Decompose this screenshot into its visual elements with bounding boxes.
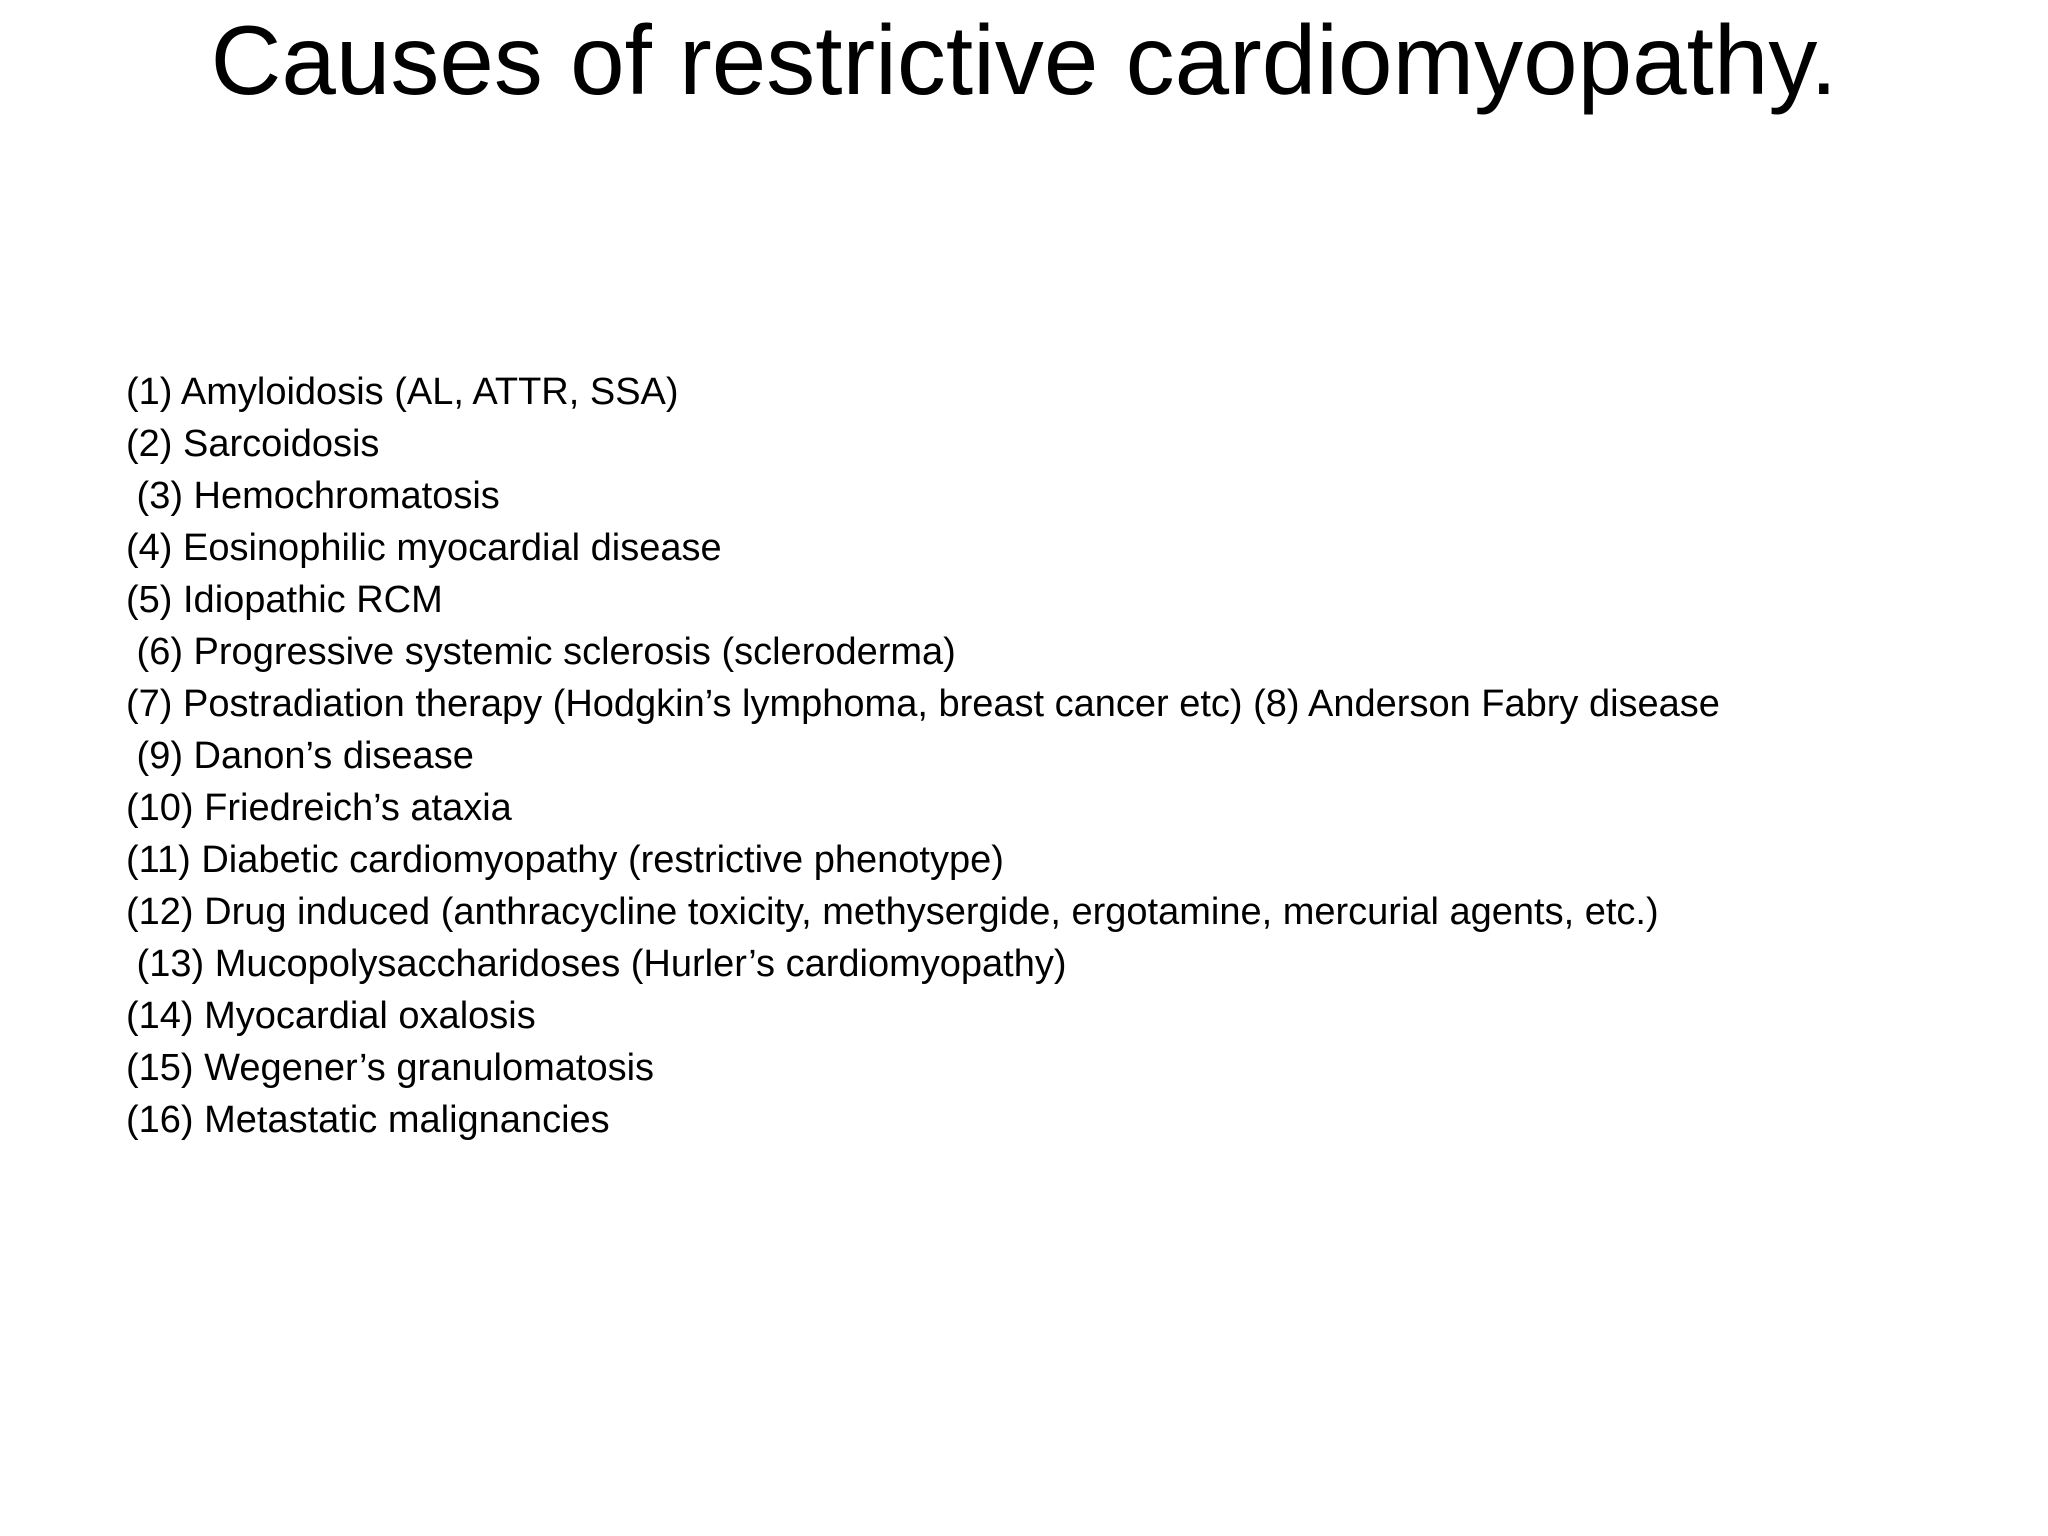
causes-list: [126, 366, 2006, 1146]
list-item: (3) Hemochromatosis: [126, 475, 500, 517]
list-item: (5) Idiopathic RCM: [126, 579, 443, 621]
list-item: (10) Friedreich’s ataxia: [126, 787, 512, 829]
list-item: (2) Sarcoidosis: [126, 423, 380, 465]
list-item: (9) Danon’s disease: [126, 735, 474, 777]
list-item: (6) Progressive systemic sclerosis (scleroderma): [126, 631, 956, 673]
list-item: (4) Eosinophilic myocardial disease: [126, 527, 722, 569]
list-item: (1) Amyloidosis (AL, ATTR, SSA): [126, 371, 679, 413]
list-item: (15) Wegener’s granulomatosis: [126, 1047, 655, 1089]
list-item: (13) Mucopolysaccharidoses (Hurler’s cardiomyopathy): [126, 943, 1067, 985]
list-item: (12) Drug induced (anthracycline toxicity, methysergide, ergotamine, mercurial agents, etc.): [126, 891, 1659, 933]
list-item: (11) Diabetic cardiomyopathy (restrictive phenotype): [126, 839, 1004, 881]
list-item: (16) Metastatic malignancies: [126, 1099, 610, 1141]
list-item: (7) Postradiation therapy (Hodgkin’s lymphoma, breast cancer etc) (8) Anderson Fabry disease: [126, 683, 1720, 725]
slide-title: Causes of restrictive cardiomyopathy.: [210, 5, 1838, 115]
list-item: (14) Myocardial oxalosis: [126, 995, 536, 1037]
